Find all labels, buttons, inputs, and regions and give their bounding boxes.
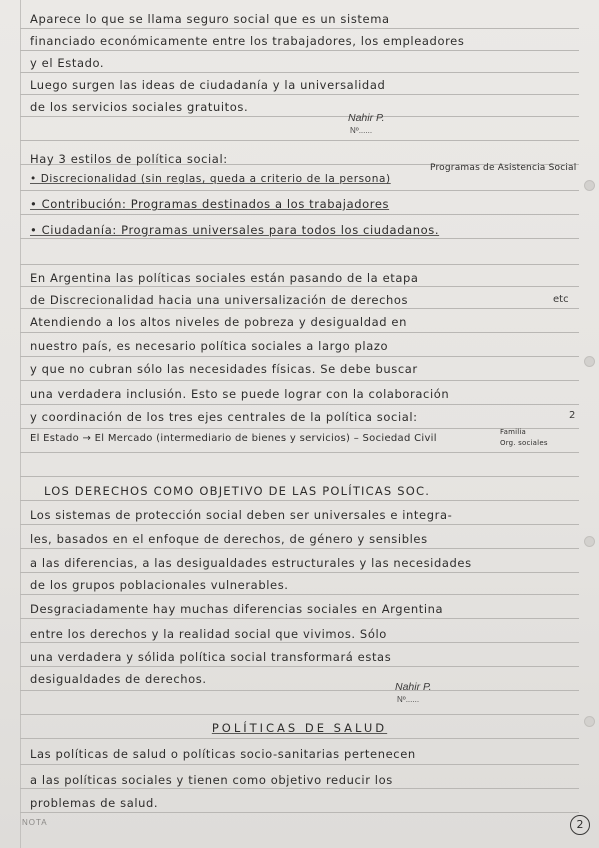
section-heading: POLÍTICAS DE SALUD: [211, 721, 388, 735]
ruled-line: [20, 72, 579, 73]
text-line: Desgraciadamente hay muchas diferencias sociales en Argentina: [30, 602, 444, 616]
ruled-line: [20, 594, 579, 595]
ruled-line: [20, 666, 579, 667]
ruled-line: [20, 404, 579, 405]
section-heading: LOS DERECHOS COMO OBJETIVO DE LAS POLÍTICAS SOC.: [44, 484, 431, 498]
text-line: Hay 3 estilos de política social:: [30, 152, 228, 166]
ruled-line: [20, 738, 579, 739]
ruled-line: [20, 50, 579, 51]
ruled-line: [20, 238, 579, 239]
text-line: problemas de salud.: [30, 796, 159, 810]
text-line: financiado económicamente entre los trabajadores, los empleadores: [30, 34, 465, 48]
ruled-line: [20, 356, 579, 357]
text-line: En Argentina las políticas sociales están pasando de la etapa: [30, 271, 419, 285]
text-line: una verdadera y sólida política social transformará estas: [30, 650, 392, 664]
annotation-programas: Programas de Asistencia Social: [430, 163, 577, 173]
text-line: de los grupos poblacionales vulnerables.: [30, 578, 289, 592]
text-line: de los servicios sociales gratuitos.: [30, 100, 249, 114]
ruled-line: [20, 452, 579, 453]
text-line: les, basados en el enfoque de derechos, de género y sensibles: [30, 532, 428, 546]
text-line: Aparece lo que se llama seguro social que es un sistema: [30, 12, 390, 26]
ruled-line: [20, 190, 579, 191]
text-line: a las diferencias, a las desigualdades estructurales y las necesidades: [30, 556, 472, 570]
ruled-line: [20, 524, 579, 525]
binder-hole: [584, 536, 595, 547]
ruled-line: [20, 94, 579, 95]
ruled-line: [20, 332, 579, 333]
ruled-line: [20, 500, 579, 501]
text-line: de Discrecionalidad hacia una universalización de derechos: [30, 293, 409, 307]
ruled-line: [20, 380, 579, 381]
annotation-org-sociales: Org. sociales: [500, 439, 548, 447]
text-line: Los sistemas de protección social deben ser universales e integra-: [30, 508, 453, 522]
ruled-line: [20, 642, 579, 643]
text-line: a las políticas sociales y tienen como objetivo reducir los: [30, 773, 393, 787]
text-line: El Estado → El Mercado (intermediario de bienes y servicios) – Sociedad Civil: [30, 433, 437, 444]
text-line: • Ciudadanía: Programas universales para todos los ciudadanos.: [30, 223, 440, 237]
text-line: y el Estado.: [30, 56, 105, 70]
page-number: 2: [570, 815, 590, 835]
ruled-line: [20, 308, 579, 309]
text-line: Luego surgen las ideas de ciudadanía y la universalidad: [30, 78, 386, 92]
ruled-line: [20, 286, 579, 287]
ruled-line: [20, 788, 579, 789]
stamp-name: Nahir P.: [395, 681, 432, 693]
ruled-line: [20, 690, 579, 691]
text-line: y coordinación de los tres ejes centrales de la política social:: [30, 410, 418, 424]
text-line: nuestro país, es necesario política sociales a largo plazo: [30, 339, 389, 353]
stamp-number: Nº......: [397, 695, 420, 704]
ruled-line: [20, 618, 579, 619]
ruled-line: [20, 264, 579, 265]
side-mark-two: 2: [569, 410, 576, 421]
annotation-familia: Familia: [500, 428, 527, 436]
text-line: una verdadera inclusión. Esto se puede lograr con la colaboración: [30, 387, 450, 401]
ruled-line: [20, 548, 579, 549]
text-line: entre los derechos y la realidad social que vivimos. Sólo: [30, 627, 387, 641]
ruled-line: [20, 714, 579, 715]
ruled-line: [20, 812, 579, 813]
binder-hole: [584, 356, 595, 367]
text-line: Las políticas de salud o políticas socio-sanitarias pertenecen: [30, 747, 416, 761]
ruled-line: [20, 214, 579, 215]
stamp-number: Nº......: [350, 126, 373, 135]
ruled-line: [20, 572, 579, 573]
ruled-line: [20, 764, 579, 765]
text-line: y que no cubran sólo las necesidades físicas. Se debe buscar: [30, 362, 418, 376]
text-line: desigualdades de derechos.: [30, 672, 207, 686]
ruled-line: [20, 116, 579, 117]
text-line: Atendiendo a los altos niveles de pobreza y desigualdad en: [30, 315, 407, 329]
ruled-line: [20, 428, 579, 429]
ruled-line: [20, 140, 579, 141]
ruled-line: [20, 28, 579, 29]
note-label: NOTA: [22, 818, 48, 827]
stamp-name: Nahir P.: [348, 112, 385, 124]
text-line: • Contribución: Programas destinados a los trabajadores: [30, 197, 390, 211]
binder-hole: [584, 180, 595, 191]
side-mark-etc: etc: [553, 294, 569, 305]
text-line: • Discrecionalidad (sin reglas, queda a criterio de la persona): [30, 173, 391, 185]
ruled-line: [20, 476, 579, 477]
